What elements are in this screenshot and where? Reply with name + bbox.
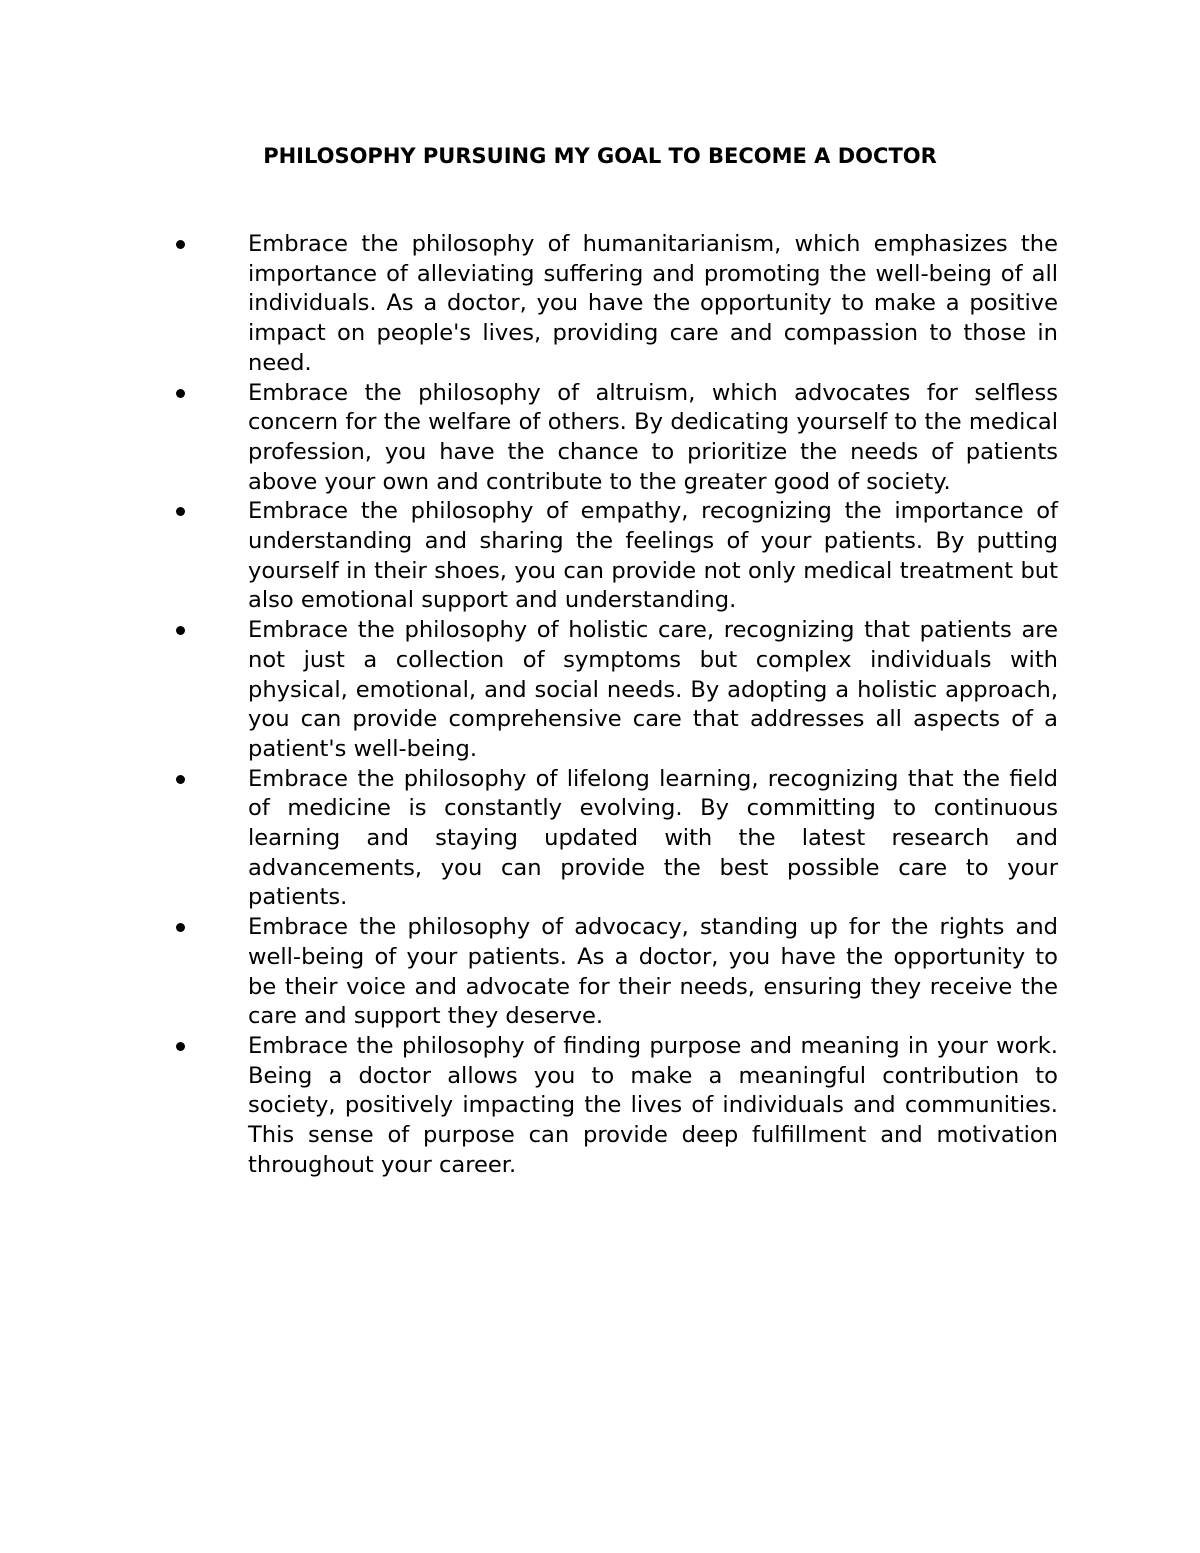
list-item-text: Embrace the philosophy of finding purpose and meaning in your work. Being a doctor allows you to make a meaningful contribution to society, positively impacting the lives of individuals and communities. This sense of purpose can provide deep fulfillment and motivation throughout your career. [248,1032,1058,1178]
document-title: PHILOSOPHY PURSUING MY GOAL TO BECOME A DOCTOR [263,144,937,168]
list-item-text: Embrace the philosophy of lifelong learning, recognizing that the field of medicine is constantly evolving. By committing to continuous learning and staying updated with the latest research and advancements, you can provide the best possible care to your patients. [248,765,1058,911]
list-item [172,1032,1058,1181]
list-item [172,497,1058,616]
list-item [172,230,1058,379]
bullet-list [172,230,1058,1181]
list-item [172,765,1058,914]
list-item [172,616,1058,765]
list-item-text: Embrace the philosophy of advocacy, standing up for the rights and well-being of your patients. As a doctor, you have the opportunity to be their voice and advocate for their needs, ensuring they receive the care and support they deserve. [248,914,1058,1030]
bullet-icon [176,240,185,249]
list-item-text: Embrace the philosophy of holistic care, recognizing that patients are not just a collection of symptoms but complex individuals with physical, emotional, and social needs. By adopting a holistic approach, you can provide comprehensive care that addresses all aspects of a patient's well-being. [248,617,1058,762]
bullet-icon [176,775,185,784]
bullet-icon [176,389,185,398]
list-item [172,913,1058,1032]
bullet-icon [176,507,185,516]
bullet-icon [176,626,185,635]
list-item-text: Embrace the philosophy of humanitarianism, which emphasizes the importance of alleviating suffering and promoting the well-being of all individuals. As a doctor, you have the opportunity to make a positive impact on people's lives, providing care and compassion to those in need. [248,231,1058,376]
bullet-icon [176,1042,185,1051]
list-item-text: Embrace the philosophy of empathy, recognizing the importance of understanding and sharing the feelings of your patients. By putting yourself in their shoes, you can provide not only medical treatment but also emotional support and understanding. [248,498,1058,614]
bullet-icon [176,923,185,932]
list-item [172,379,1058,498]
list-item-text: Embrace the philosophy of altruism, which advocates for selfless concern for the welfare of others. By dedicating yourself to the medical profession, you have the chance to prioritize the needs of patients above your own and contribute to the greater good of society. [248,379,1058,495]
